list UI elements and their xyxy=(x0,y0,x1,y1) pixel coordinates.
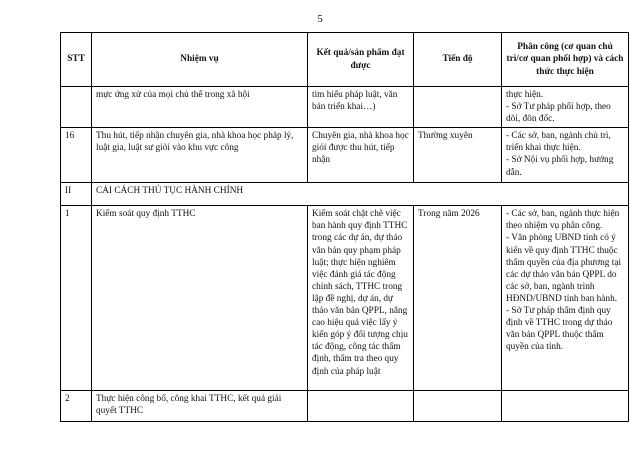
task-table xyxy=(60,32,629,422)
row-assignment xyxy=(502,391,629,422)
row-progress: Thường xuyên xyxy=(414,128,502,183)
row-stt xyxy=(61,87,92,128)
assignment-line: - Văn phòng UBND tỉnh có ý kiến về quy định TTHC thuộc thẩm quyền của địa phương tại các dự thảo văn bản QPPL do các sở, ban, ngành trình HĐND/UBND tỉnh ban hành. xyxy=(506,233,622,304)
row-result: Chuyên gia, nhà khoa học giỏi được thu hút, tiếp nhận xyxy=(308,128,414,183)
table-row xyxy=(61,128,629,183)
table-header-row xyxy=(61,33,629,87)
assignment-line: - Các sở, ban, ngành thực hiện theo nhiệm vụ phân công. xyxy=(506,209,620,232)
row-result: tìm hiểu pháp luật, văn bản triển khai…) xyxy=(308,87,414,128)
row-stt: 1 xyxy=(61,206,92,391)
row-assignment xyxy=(502,206,629,391)
row-stt: 16 xyxy=(61,128,92,183)
assignment-line: thực hiện. xyxy=(506,90,544,100)
table-row xyxy=(61,391,629,422)
assignment-line: - Sở Tư pháp thẩm định quy định về TTHC trong dự thảo văn bản QPPL thuộc thẩm quyền của tỉnh. xyxy=(506,306,613,353)
row-result xyxy=(308,391,414,422)
header-progress: Tiến độ xyxy=(414,33,502,87)
section-row xyxy=(61,183,629,206)
assignment-line: - Sở Nội vụ phối hợp, hướng dẫn. xyxy=(506,155,614,178)
header-result: Kết quả/sản phẩm đạt được xyxy=(308,33,414,87)
row-assignment xyxy=(502,87,629,128)
page-number: 5 xyxy=(317,13,323,25)
row-assignment xyxy=(502,128,629,183)
header-assignment: Phân công (cơ quan chủ trì/cơ quan phối hợp) và cách thức thực hiện xyxy=(502,33,629,87)
row-result: Kiểm soát chặt chẽ việc ban hành quy định TTHC trong các dự án, dự thảo văn bản quy phạm pháp luật; thực hiện nghiêm việc đánh giá tác động chính sách, TTHC trong lập đề nghị, dự án, dự thảo văn bản QPPL, nâng cao hiệu quả việc lấy ý kiến góp ý đối tượng chịu tác động, công tác thẩm định, thẩm tra theo quy định của pháp luật xyxy=(308,206,414,391)
row-task: Thu hút, tiếp nhận chuyên gia, nhà khoa học pháp lý, luật gia, luật sư giỏi vào khu vực công xyxy=(92,128,308,183)
section-number: II xyxy=(61,183,92,206)
table-row xyxy=(61,206,629,391)
row-task: Kiểm soát quy định TTHC xyxy=(92,206,308,391)
row-progress xyxy=(414,391,502,422)
table-row xyxy=(61,87,629,128)
row-progress: Trong năm 2026 xyxy=(414,206,502,391)
assignment-line: - Các sở, ban, ngành chủ trì, triển khai thực hiện. xyxy=(506,131,611,154)
header-task: Nhiệm vụ xyxy=(92,33,308,87)
assignment-line: - Sở Tư pháp phối hợp, theo dõi, đôn đốc. xyxy=(506,102,611,125)
row-task: Thực hiện công bố, công khai TTHC, kết quả giải quyết TTHC xyxy=(92,391,308,422)
row-stt: 2 xyxy=(61,391,92,422)
row-progress xyxy=(414,87,502,128)
row-task: mực ứng xử của mọi chủ thể trong xã hội xyxy=(92,87,308,128)
header-stt: STT xyxy=(61,33,92,87)
section-title: CẢI CÁCH THỦ TỤC HÀNH CHÍNH xyxy=(92,183,629,206)
